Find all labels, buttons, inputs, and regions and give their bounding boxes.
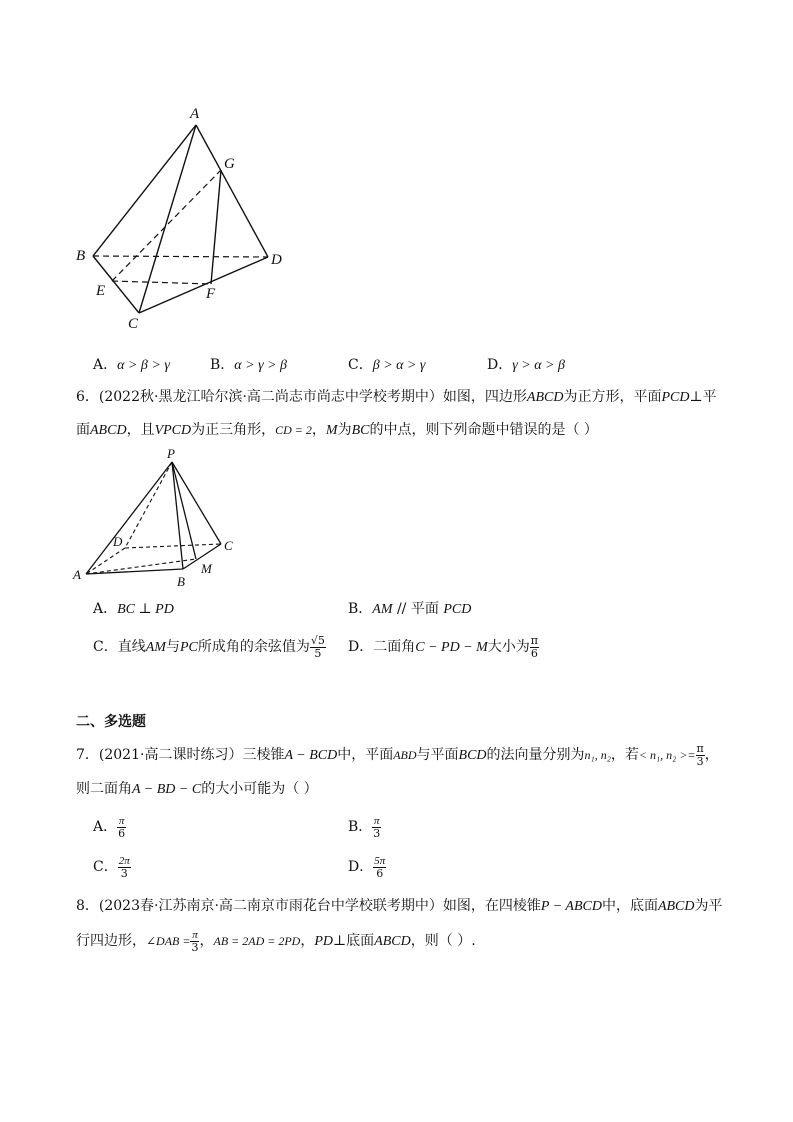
- edge-DA-dashed: [86, 548, 125, 574]
- label-P: P: [167, 446, 175, 461]
- q7-option-b[interactable]: B． $\frac{\pi}{3}$: [348, 814, 381, 840]
- q6-stem-line2: 面ABCD，且VPCD为正三角形，CD = 2，M为BC的中点，则下列命题中错误的是（ ）: [76, 422, 598, 438]
- q7-option-c[interactable]: C． $\frac{2\pi}{3}$: [93, 854, 130, 880]
- edge-PM: [172, 462, 196, 559]
- label-D2: D: [113, 534, 123, 549]
- q5-option-d[interactable]: D．γ > α > β: [487, 357, 565, 373]
- angle-fraction: $\frac{\pi}{6}$: [530, 633, 539, 660]
- label-B: B: [76, 248, 86, 264]
- q7-c-fraction: $\frac{2\pi}{3}$: [118, 854, 130, 880]
- q7-a-fraction: $\frac{\pi}{6}$: [118, 814, 126, 840]
- section-title-multi-choice: 二、多选题: [76, 714, 146, 730]
- q8-pi-third: $\frac{\pi}{3}$: [191, 928, 199, 954]
- q7-pi-third: $\frac{\pi}{3}$: [696, 741, 704, 768]
- q6-option-c[interactable]: C．直线AM与PC所成角的余弦值为 $\frac{√5}{5}$: [93, 633, 325, 660]
- q6-option-d[interactable]: D．二面角C − PD − M大小为 $\frac{\pi}{6}$: [348, 633, 539, 660]
- label-B2: B: [177, 574, 185, 589]
- q7-option-d[interactable]: D． $\frac{5\pi}{6}$: [348, 854, 386, 880]
- edge-PA: [86, 462, 172, 574]
- q7-stem-line1: 7．(2021·高二课时练习）三棱锥A − BCD中，平面ABD与平面BCD的法向量分别为n₁, n₂，若< n₁, n₂ >= $\frac{\pi}{3}$ ，: [76, 741, 719, 768]
- q5-option-c[interactable]: C．β > α > γ: [348, 357, 426, 373]
- edge-DC-dashed: [125, 544, 221, 548]
- label-M: M: [201, 561, 212, 576]
- q5-option-b[interactable]: B．α > γ > β: [210, 357, 288, 373]
- label-C2: C: [224, 538, 233, 553]
- q8-stem-line2: 行四边形，∠DAB = $\frac{\pi}{3}$ ，AB = 2AD = 2PD，PD⊥底面ABCD，则（ ）.: [76, 928, 476, 954]
- label-G: G: [224, 156, 235, 172]
- q7-d-fraction: $\frac{5\pi}{6}$: [374, 854, 386, 880]
- label-E: E: [96, 283, 106, 299]
- label-D: D: [271, 252, 282, 268]
- q6-stem-line1: 6．(2022秋·黑龙江哈尔滨·高二尚志市尚志中学校考期中）如图，四边形ABCD为正方形，平面PCD⊥平: [76, 389, 717, 405]
- q7-b-fraction: $\frac{\pi}{3}$: [373, 814, 381, 840]
- cosine-fraction: $\frac{√5}{5}$: [310, 633, 325, 660]
- label-F: F: [206, 286, 216, 302]
- q6-option-a[interactable]: A．BC ⊥ PD: [93, 601, 174, 617]
- label-C: C: [128, 316, 139, 332]
- q8-stem-line1: 8．(2023春·江苏南京·高二南京市雨花台中学校联考期中）如图，在四棱锥P − ABCD中，底面ABCD为平: [76, 898, 723, 914]
- q7-stem-line2: 则二面角A − BD − C的大小可能为（ ）: [76, 781, 318, 797]
- q5-option-a[interactable]: A．α > β > γ: [93, 357, 170, 373]
- q6-option-b[interactable]: B．AM // 平面 PCD: [348, 601, 472, 617]
- label-A2: A: [73, 567, 81, 582]
- edge-PD-dashed: [125, 462, 172, 548]
- q7-option-a[interactable]: A． $\frac{\pi}{6}$: [93, 814, 126, 840]
- label-A: A: [190, 106, 200, 122]
